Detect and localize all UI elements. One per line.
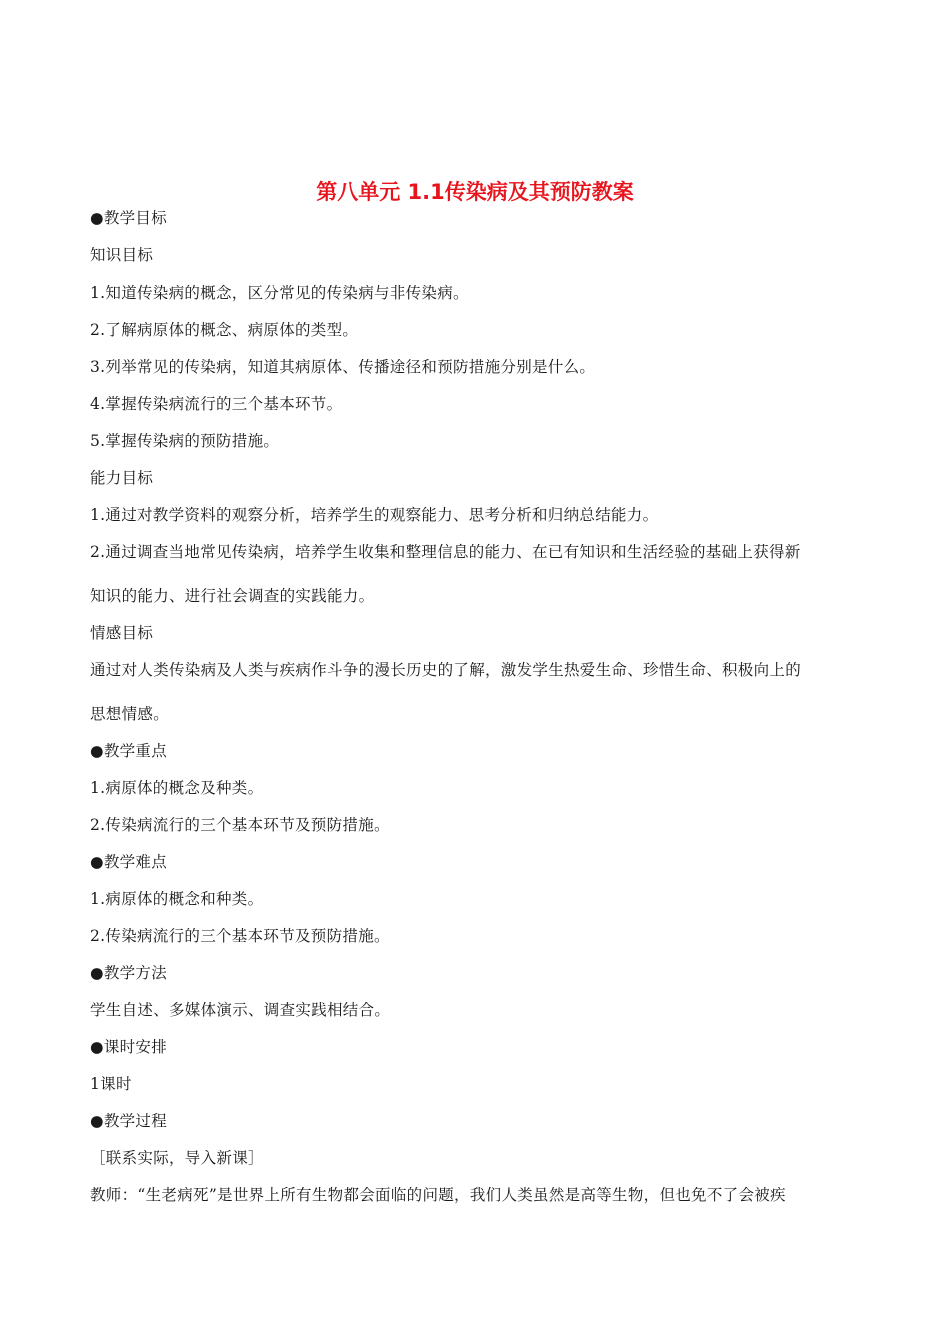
text-line: 1.病原体的概念和种类。 (90, 890, 264, 908)
subheading-knowledge: 知识目标 (90, 246, 154, 264)
text-line: 5.掌握传染病的预防措施。 (90, 432, 280, 450)
text-line: 1.知道传染病的概念，区分常见的传染病与非传染病。 (90, 284, 469, 302)
text-line: 2.了解病原体的概念、病原体的类型。 (90, 321, 359, 339)
text-line: 4.掌握传染病流行的三个基本环节。 (90, 395, 343, 413)
section-heading-schedule: ●课时安排 (90, 1038, 168, 1056)
text-line: 2.通过调查当地常见传染病，培养学生收集和整理信息的能力、在已有知识和生活经验的基础上获得新 (90, 543, 801, 561)
text-line: 1.通过对教学资料的观察分析，培养学生的观察能力、思考分析和归纳总结能力。 (90, 506, 659, 524)
text-line: 教师：“生老病死”是世界上所有生物都会面临的问题，我们人类虽然是高等生物，但也免不了会被疾 (90, 1186, 786, 1204)
document-title: 第八单元 1.1传染病及其预防教案 (316, 180, 634, 204)
text-line: 知识的能力、进行社会调查的实践能力。 (90, 587, 375, 605)
section-heading-objectives: ●教学目标 (90, 209, 168, 227)
text-line: 思想情感。 (90, 705, 170, 723)
subheading-ability: 能力目标 (90, 469, 154, 487)
section-heading-key-points: ●教学重点 (90, 742, 168, 760)
text-line: 1.病原体的概念及种类。 (90, 779, 264, 797)
section-heading-difficulties: ●教学难点 (90, 853, 168, 871)
text-line: 通过对人类传染病及人类与疾病作斗争的漫长历史的了解，激发学生热爱生命、珍惜生命、积极向上的 (90, 661, 802, 679)
section-heading-process: ●教学过程 (90, 1112, 168, 1130)
text-line: ［联系实际，导入新课］ (90, 1149, 264, 1167)
text-line: 学生自述、多媒体演示、调查实践相结合。 (90, 1001, 391, 1019)
text-line: 2.传染病流行的三个基本环节及预防措施。 (90, 927, 390, 945)
text-line: 1课时 (90, 1075, 132, 1093)
text-line: 3.列举常见的传染病，知道其病原体、传播途径和预防措施分别是什么。 (90, 358, 596, 376)
section-heading-methods: ●教学方法 (90, 964, 168, 982)
text-line: 2.传染病流行的三个基本环节及预防措施。 (90, 816, 390, 834)
subheading-emotion: 情感目标 (90, 624, 154, 642)
